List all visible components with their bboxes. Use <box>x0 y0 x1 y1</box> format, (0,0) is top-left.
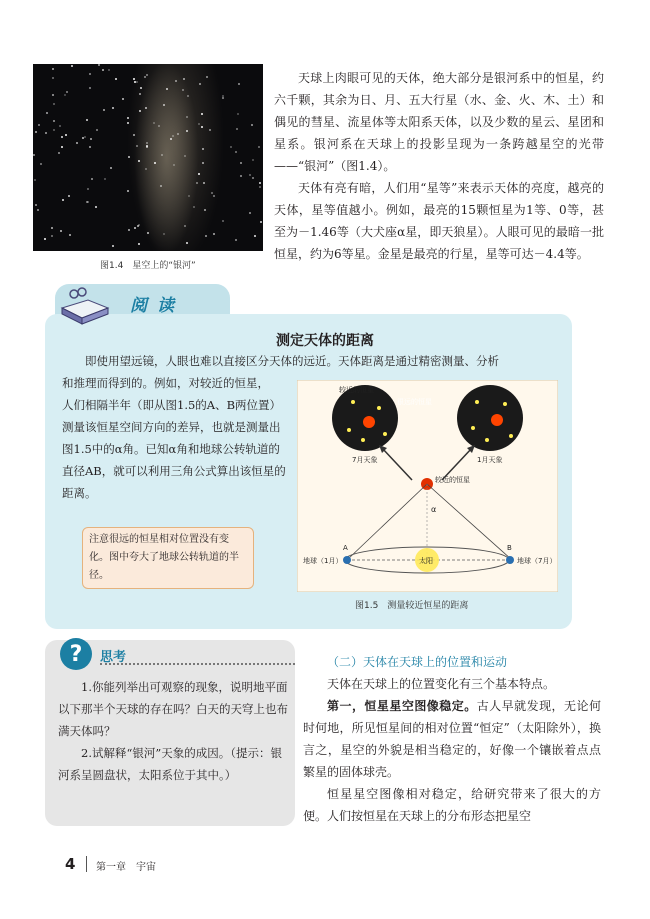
star-dot <box>37 209 39 211</box>
star-dot <box>213 233 215 235</box>
star-dot <box>52 77 54 79</box>
section-text <box>303 673 601 827</box>
star-dot <box>102 69 104 71</box>
star-dot <box>249 212 251 214</box>
star-dot <box>134 81 136 83</box>
star-dot <box>90 138 92 140</box>
star-dot <box>199 83 201 85</box>
star-dot <box>202 162 204 164</box>
page-number: 4 <box>65 855 76 873</box>
star-dot <box>172 135 174 137</box>
star-dot <box>252 177 254 179</box>
star-dot <box>76 142 78 144</box>
star-dot <box>258 146 260 148</box>
star-dot <box>203 182 205 184</box>
star-dot <box>133 78 135 80</box>
star-dot <box>146 142 148 144</box>
star-dot <box>184 225 186 227</box>
intro-paragraph-1: 天球上肉眼可见的天体，绝大部分是银河系中的恒星，约六千颗，其余为日、月、五大行星（水、金、火、木、土）和偶见的彗星、流星体等太阳系天体，以及少数的星云、星团和星系。银河系在天球上的投影呈现为一条跨越星空的光带——“银河”（图1.4）。 <box>274 71 604 173</box>
star-dot <box>51 235 53 237</box>
label-alpha: α <box>431 505 437 514</box>
star-dot <box>66 91 68 93</box>
star-dot <box>184 155 186 157</box>
intro-paragraph-2: 天体有亮有暗，人们用“星等”来表示天体的亮度，越亮的天体，星等值越小。例如，最亮的15颗恒星为1等、0等，甚至为－1.46等（大犬座α星，即天狼星）。人眼可见的最暗一批恒星，约为6等星。金星是最亮的行星，星等可达－4.4等。 <box>274 181 604 261</box>
label-sun: 太阳 <box>419 557 433 565</box>
star-dot <box>138 224 140 226</box>
near-star-right <box>491 414 503 426</box>
star-dot <box>139 93 141 95</box>
star-dot <box>259 186 261 188</box>
chapter-label: 第一章 宇宙 <box>96 862 156 873</box>
star-dot <box>235 151 237 153</box>
star-dot <box>33 154 35 156</box>
star-dot <box>175 80 177 82</box>
star-dot <box>115 78 117 80</box>
star-dot <box>59 125 61 127</box>
star-dot <box>71 65 73 67</box>
jan-sky-circle <box>457 385 523 451</box>
reading-side-text: 人们相隔半年（即从图1.5的A、B两位置）测量该恒星空间方向的差异，也就是测量出图1.5中的α角。已知α角和地球公转轨道的直径AB，就可以利用三角公式算出该恒星的距离。 <box>62 398 286 500</box>
star-dot <box>236 128 238 130</box>
star-dot <box>134 227 136 229</box>
star-dot <box>230 146 232 148</box>
star-dot <box>84 136 86 138</box>
star-dot <box>138 243 140 245</box>
star-dot <box>34 179 36 181</box>
star-dot <box>140 87 142 89</box>
section-title: （二）天体在天球上的位置和运动 <box>327 655 508 669</box>
star-dot <box>146 74 148 76</box>
star-dot <box>193 206 195 208</box>
star-dot <box>238 83 240 85</box>
star-dot <box>211 192 213 194</box>
earth-b <box>506 556 514 564</box>
star-dot <box>204 209 206 211</box>
star-dot <box>170 138 172 140</box>
parallax-diagram <box>297 380 558 592</box>
reading-title: 测定天体的距离 <box>276 333 374 349</box>
star-dot <box>249 174 251 176</box>
star-dot <box>35 131 37 133</box>
star-dot <box>201 126 203 128</box>
star-dot <box>209 129 211 131</box>
star-dot <box>154 162 156 164</box>
star-dot <box>260 221 262 223</box>
star-dot <box>89 73 91 75</box>
star-dot <box>128 156 130 158</box>
star-dot <box>173 164 175 166</box>
star-dot <box>254 235 256 237</box>
star-dot <box>112 245 114 247</box>
star-dot <box>251 124 253 126</box>
star-dot <box>198 173 200 175</box>
star-dot <box>86 201 88 203</box>
star-dot <box>112 107 114 109</box>
star-dot <box>259 182 261 184</box>
think-label: 思考 <box>100 650 127 665</box>
star-dot <box>122 98 124 100</box>
label-b: B <box>507 544 512 552</box>
star-dot <box>240 162 242 164</box>
reading-line-1: 即使用望远镜，人眼也难以直接区分天体的远近。天体距离是通过精密测量、分析 <box>85 354 499 368</box>
intro-text <box>274 67 604 265</box>
section-paragraph-2-lead: 第一，恒星星空图像稳定。 <box>327 699 477 713</box>
figure-caption: 图1.5 测量较近恒星的距离 <box>355 601 469 611</box>
star-dot <box>138 160 140 162</box>
star-dot <box>91 178 93 180</box>
section-paragraph-1: 天体在天球上的位置变化有三个基本特点。 <box>327 677 556 691</box>
star-dot <box>182 89 184 91</box>
star-dot <box>68 195 70 197</box>
parallax-figure <box>297 380 558 592</box>
star-dot <box>198 123 200 125</box>
star-dot <box>188 195 190 197</box>
star-dot <box>145 168 147 170</box>
star-dot <box>95 206 97 208</box>
reading-book-icon <box>58 286 112 326</box>
label-near-star: 较近的恒星 <box>435 476 470 484</box>
near-star-left <box>363 416 375 428</box>
star-dot <box>51 227 53 229</box>
star-dot <box>86 119 88 121</box>
star-dot <box>64 94 66 96</box>
star-dot <box>53 103 55 105</box>
star-dot <box>89 87 91 89</box>
label-july-sky: 7月天象 <box>352 456 378 464</box>
star-dot <box>40 163 42 165</box>
star-dot <box>235 239 237 241</box>
star-dot <box>103 109 105 111</box>
star-dot <box>89 146 91 148</box>
star-dot <box>52 68 54 70</box>
star-dot <box>158 125 160 127</box>
label-near-star-left: 较近的恒星 <box>339 386 374 394</box>
label-far-star: 很远的恒星 <box>397 398 432 406</box>
star-dot <box>65 134 67 136</box>
reading-label: 阅读 <box>130 296 184 316</box>
star-dot <box>58 152 60 154</box>
star-dot <box>136 145 138 147</box>
star-dot <box>53 120 55 122</box>
reading-line-2: 和推理而得到的。例如，对较近的恒星， <box>62 376 269 390</box>
photo-caption: 图1.4 星空上的“银河” <box>100 261 196 271</box>
section-paragraph-2 <box>303 695 601 783</box>
star-dot <box>161 154 163 156</box>
star-dot <box>196 182 198 184</box>
star-dot <box>46 112 48 114</box>
star-dot <box>104 178 106 180</box>
star-dot <box>45 132 47 134</box>
star-dot <box>144 76 146 78</box>
star-dot <box>139 110 141 112</box>
star-dot <box>183 78 185 80</box>
star-dot <box>222 220 224 222</box>
star-dot <box>186 130 188 132</box>
star-dot <box>133 134 135 136</box>
question-icon <box>58 636 94 672</box>
earth-a <box>343 556 351 564</box>
svg-text:?: ? <box>69 642 83 667</box>
section-paragraph-2-body: 古人早就发现，无论何时何地，所见恒星间的相对位置“恒定”（太阳除外），换言之，星空的外貌是相当稳定的，好像一个镶嵌着点点繁星的固体球壳。 <box>303 699 601 779</box>
star-dot <box>202 148 204 150</box>
star-dot <box>213 195 215 197</box>
star-dot <box>96 129 98 131</box>
star-dot <box>53 129 55 131</box>
star-dot <box>35 204 37 206</box>
star-dot <box>163 233 165 235</box>
think-divider <box>100 663 295 665</box>
star-dot <box>60 230 62 232</box>
star-dot <box>61 136 63 138</box>
star-dot <box>252 159 254 161</box>
star-dot <box>44 238 46 240</box>
label-earth-jan: 地球（1月） <box>303 557 343 565</box>
star-dot <box>110 167 112 169</box>
think-question-1: 1.你能列举出可观察的现象，说明地平面以下那半个天球的存在吗？白天的天穹上也布满天体吗？ <box>58 680 288 738</box>
section-paragraph-3: 恒星星空图像相对稳定，给研究带来了很大的方便。人们按恒星在天球上的分布形态把星空 <box>303 787 601 823</box>
think-question-2: 2.试解释“银河”天象的成因。（提示：银河系呈圆盘状，太阳系位于其中。） <box>58 746 282 782</box>
star-dot <box>127 117 129 119</box>
label-earth-jul: 地球（7月） <box>517 557 557 565</box>
star-dot <box>69 234 71 236</box>
star-dot <box>166 88 168 90</box>
star-dot <box>205 235 207 237</box>
star-dot <box>186 116 188 118</box>
star-dot <box>237 113 239 115</box>
star-dot <box>163 104 165 106</box>
think-text <box>58 676 288 786</box>
footer-divider <box>86 856 87 872</box>
star-dot <box>52 94 54 96</box>
star-dot <box>62 199 64 201</box>
star-dot <box>87 188 89 190</box>
star-dot <box>128 229 130 231</box>
star-dot <box>187 95 189 97</box>
star-dot <box>201 113 203 115</box>
star-dot <box>206 76 208 78</box>
star-dot <box>127 122 129 124</box>
star-dot <box>108 69 110 71</box>
star-dot <box>38 124 40 126</box>
star-dot <box>153 122 155 124</box>
star-dot <box>147 232 149 234</box>
star-dot <box>146 146 148 148</box>
star-dot <box>186 242 188 244</box>
note-box: 注意很远的恒星相对位置没有变化。图中夸大了地球公转轨道的半径。 <box>82 527 254 589</box>
star-dot <box>160 185 162 187</box>
star-dot <box>222 97 224 99</box>
star-dot <box>145 107 147 109</box>
star-dot <box>98 64 100 66</box>
star-dot <box>136 81 138 83</box>
star-dot <box>127 190 129 192</box>
label-jan-sky: 1月天象 <box>477 456 503 464</box>
label-a: A <box>343 544 348 552</box>
star-dot <box>240 175 242 177</box>
star-dot <box>61 146 63 148</box>
star-dot <box>177 133 179 135</box>
milky-way-photo <box>33 64 263 251</box>
